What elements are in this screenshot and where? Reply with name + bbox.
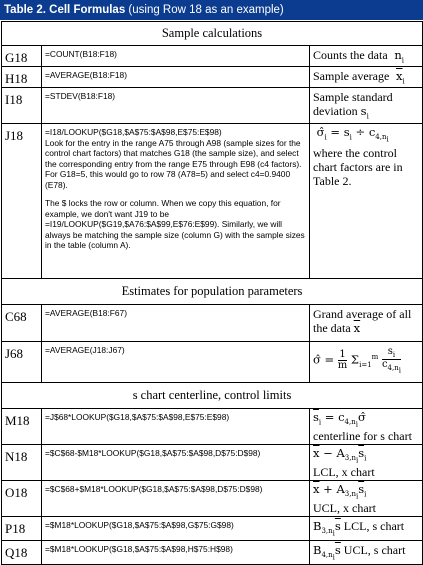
description <box>310 481 423 517</box>
math-b3-s-bar: $B_{3,n_i}\overline{s}$ <box>313 519 341 538</box>
cell-ref: H18 <box>2 67 42 88</box>
math-n-i: $n_i$ <box>394 48 404 65</box>
table-row <box>2 541 423 565</box>
table-row <box>2 409 423 445</box>
table-row <box>2 46 423 67</box>
math-sigma-hat-average: σ̂ = $\frac{1}{m}$ $\Sigma_{i=1}^m$ $\frac{s_i}{c_{4,n_i}}$ <box>313 346 401 375</box>
description <box>310 305 423 342</box>
math-b4-s-bar: $B_{4,n_i}\overline{s}$ <box>313 543 341 562</box>
cell-ref: G18 <box>2 46 42 67</box>
math-s-bar-formula: $\overline{s}_i$ = $c_{4,n_i}\sigmâ$ <box>313 410 366 429</box>
table-row <box>2 517 423 541</box>
description <box>310 124 423 279</box>
description-text: LCL, x chart <box>313 464 375 479</box>
section-estimates: Estimates for population parameters <box>2 279 423 305</box>
formula-text: =$C$68-$M18*LOOKUP($G18,$A$75:$A$98,D$75:D$98) <box>42 445 310 481</box>
cell-ref: C68 <box>2 305 42 342</box>
description <box>310 517 423 541</box>
table-title-bold: Table 2. Cell Formulas <box>4 4 126 16</box>
description-text: Sample standard deviation <box>313 90 393 119</box>
formula-text: =AVERAGE(J18:J67) <box>42 342 310 383</box>
cell-ref: N18 <box>2 445 42 481</box>
cell-ref: Q18 <box>2 541 42 565</box>
formula-text: =J$68*LOOKUP($G18,$A$75:$A$98,E$75:E$98) <box>42 409 310 445</box>
cell-ref: J68 <box>2 342 42 383</box>
math-sigma-hat-formula: $\sigmâ_i = s_i \div c_{4,n_i}$ <box>313 125 389 144</box>
math-x-double-bar: $\overline{x}$ <box>353 321 361 336</box>
description <box>310 445 423 481</box>
description <box>310 541 423 565</box>
description-text: UCL, s chart <box>343 543 406 557</box>
description <box>310 409 423 445</box>
section-row <box>2 279 423 305</box>
math-s-i: $s_i$ <box>360 104 369 121</box>
description-text: Grand average of all the data <box>313 307 412 336</box>
formula-paragraph-1: =I18/LOOKUP($G18,$A$75:$A$98,E$75:E$98) Look for the entry in the range A75 through A98 (sample sizes for the control chart factors) that matches G18 (the sample size), and select the corresponding entry from the range E75 through E98 (c4 factors). For G18=5, this would go to row 78 (A78=5) and select c4=0.9400 (E78). <box>45 127 302 190</box>
math-var: n <box>394 48 402 62</box>
formula-text: =$C$68+$M18*LOOKUP($G18,$A$75:$A$98,D$75:D$98) <box>42 481 310 517</box>
math-x-bar-i: $\overline{x}_i$ <box>395 69 405 86</box>
formula-text: =COUNT(B18:F18) <box>42 46 310 67</box>
description <box>310 88 423 124</box>
section-row <box>2 383 423 409</box>
formula-text: =AVERAGE(B18:F67) <box>42 305 310 342</box>
description-text: Sample average <box>313 69 390 83</box>
math-lcl-x-formula: $\overline{x} - A_{3,n_i}\overline{s}_i$ <box>313 446 367 465</box>
description <box>310 342 423 383</box>
cell-ref: I18 <box>2 88 42 124</box>
math-var: s <box>360 104 367 119</box>
cell-ref: J18 <box>2 124 42 279</box>
formula-text <box>42 124 310 279</box>
cell-ref: M18 <box>2 409 42 445</box>
table-title-rest: (using Row 18 as an example) <box>125 4 284 16</box>
description-text: centerline for s chart <box>313 428 412 443</box>
formula-text: =$M18*LOOKUP($G18,$A$75:$A$98,G$75:G$98) <box>42 517 310 541</box>
table-row <box>2 342 423 383</box>
math-var: $\overline{x}$ <box>395 69 403 83</box>
table-row <box>2 67 423 88</box>
description-text: where the control chart factors are in Table 2. <box>313 145 403 189</box>
section-sample-calculations: Sample calculations <box>2 22 423 46</box>
description <box>310 67 423 88</box>
cell-ref: O18 <box>2 481 42 517</box>
description <box>310 46 423 67</box>
table-row <box>2 305 423 342</box>
table-row <box>2 445 423 481</box>
formula-text: =AVERAGE(B18:F18) <box>42 67 310 88</box>
section-s-chart: s chart centerline, control limits <box>2 383 423 409</box>
table-row <box>2 88 423 124</box>
cell-ref: P18 <box>2 517 42 541</box>
table-row <box>2 124 423 279</box>
math-ucl-x-formula: $\overline{x} + A_{3,n_i}\overline{s}_i$ <box>313 482 367 501</box>
table-title-bar <box>0 0 423 20</box>
description-text: LCL, s chart <box>343 519 405 533</box>
formula-text: =$M18*LOOKUP($G18,$A$75:$A$98,H$75:H$98) <box>42 541 310 565</box>
table-row <box>2 481 423 517</box>
section-row <box>2 22 423 46</box>
cell-formulas-table <box>1 21 423 565</box>
formula-text: =STDEV(B18:F18) <box>42 88 310 124</box>
description-text: Counts the data <box>313 48 388 62</box>
formula-paragraph-2: The $ locks the row or column. When we copy this equation, for example, we don't want J19 to be =I19/LOOKUP($G19,$A76:$A$99,E$76:E$99). Similarly, we will always be matching the sample size (column G) with the sample sizes in the table (column A). <box>45 198 305 250</box>
description-text: UCL, x chart <box>313 500 376 515</box>
